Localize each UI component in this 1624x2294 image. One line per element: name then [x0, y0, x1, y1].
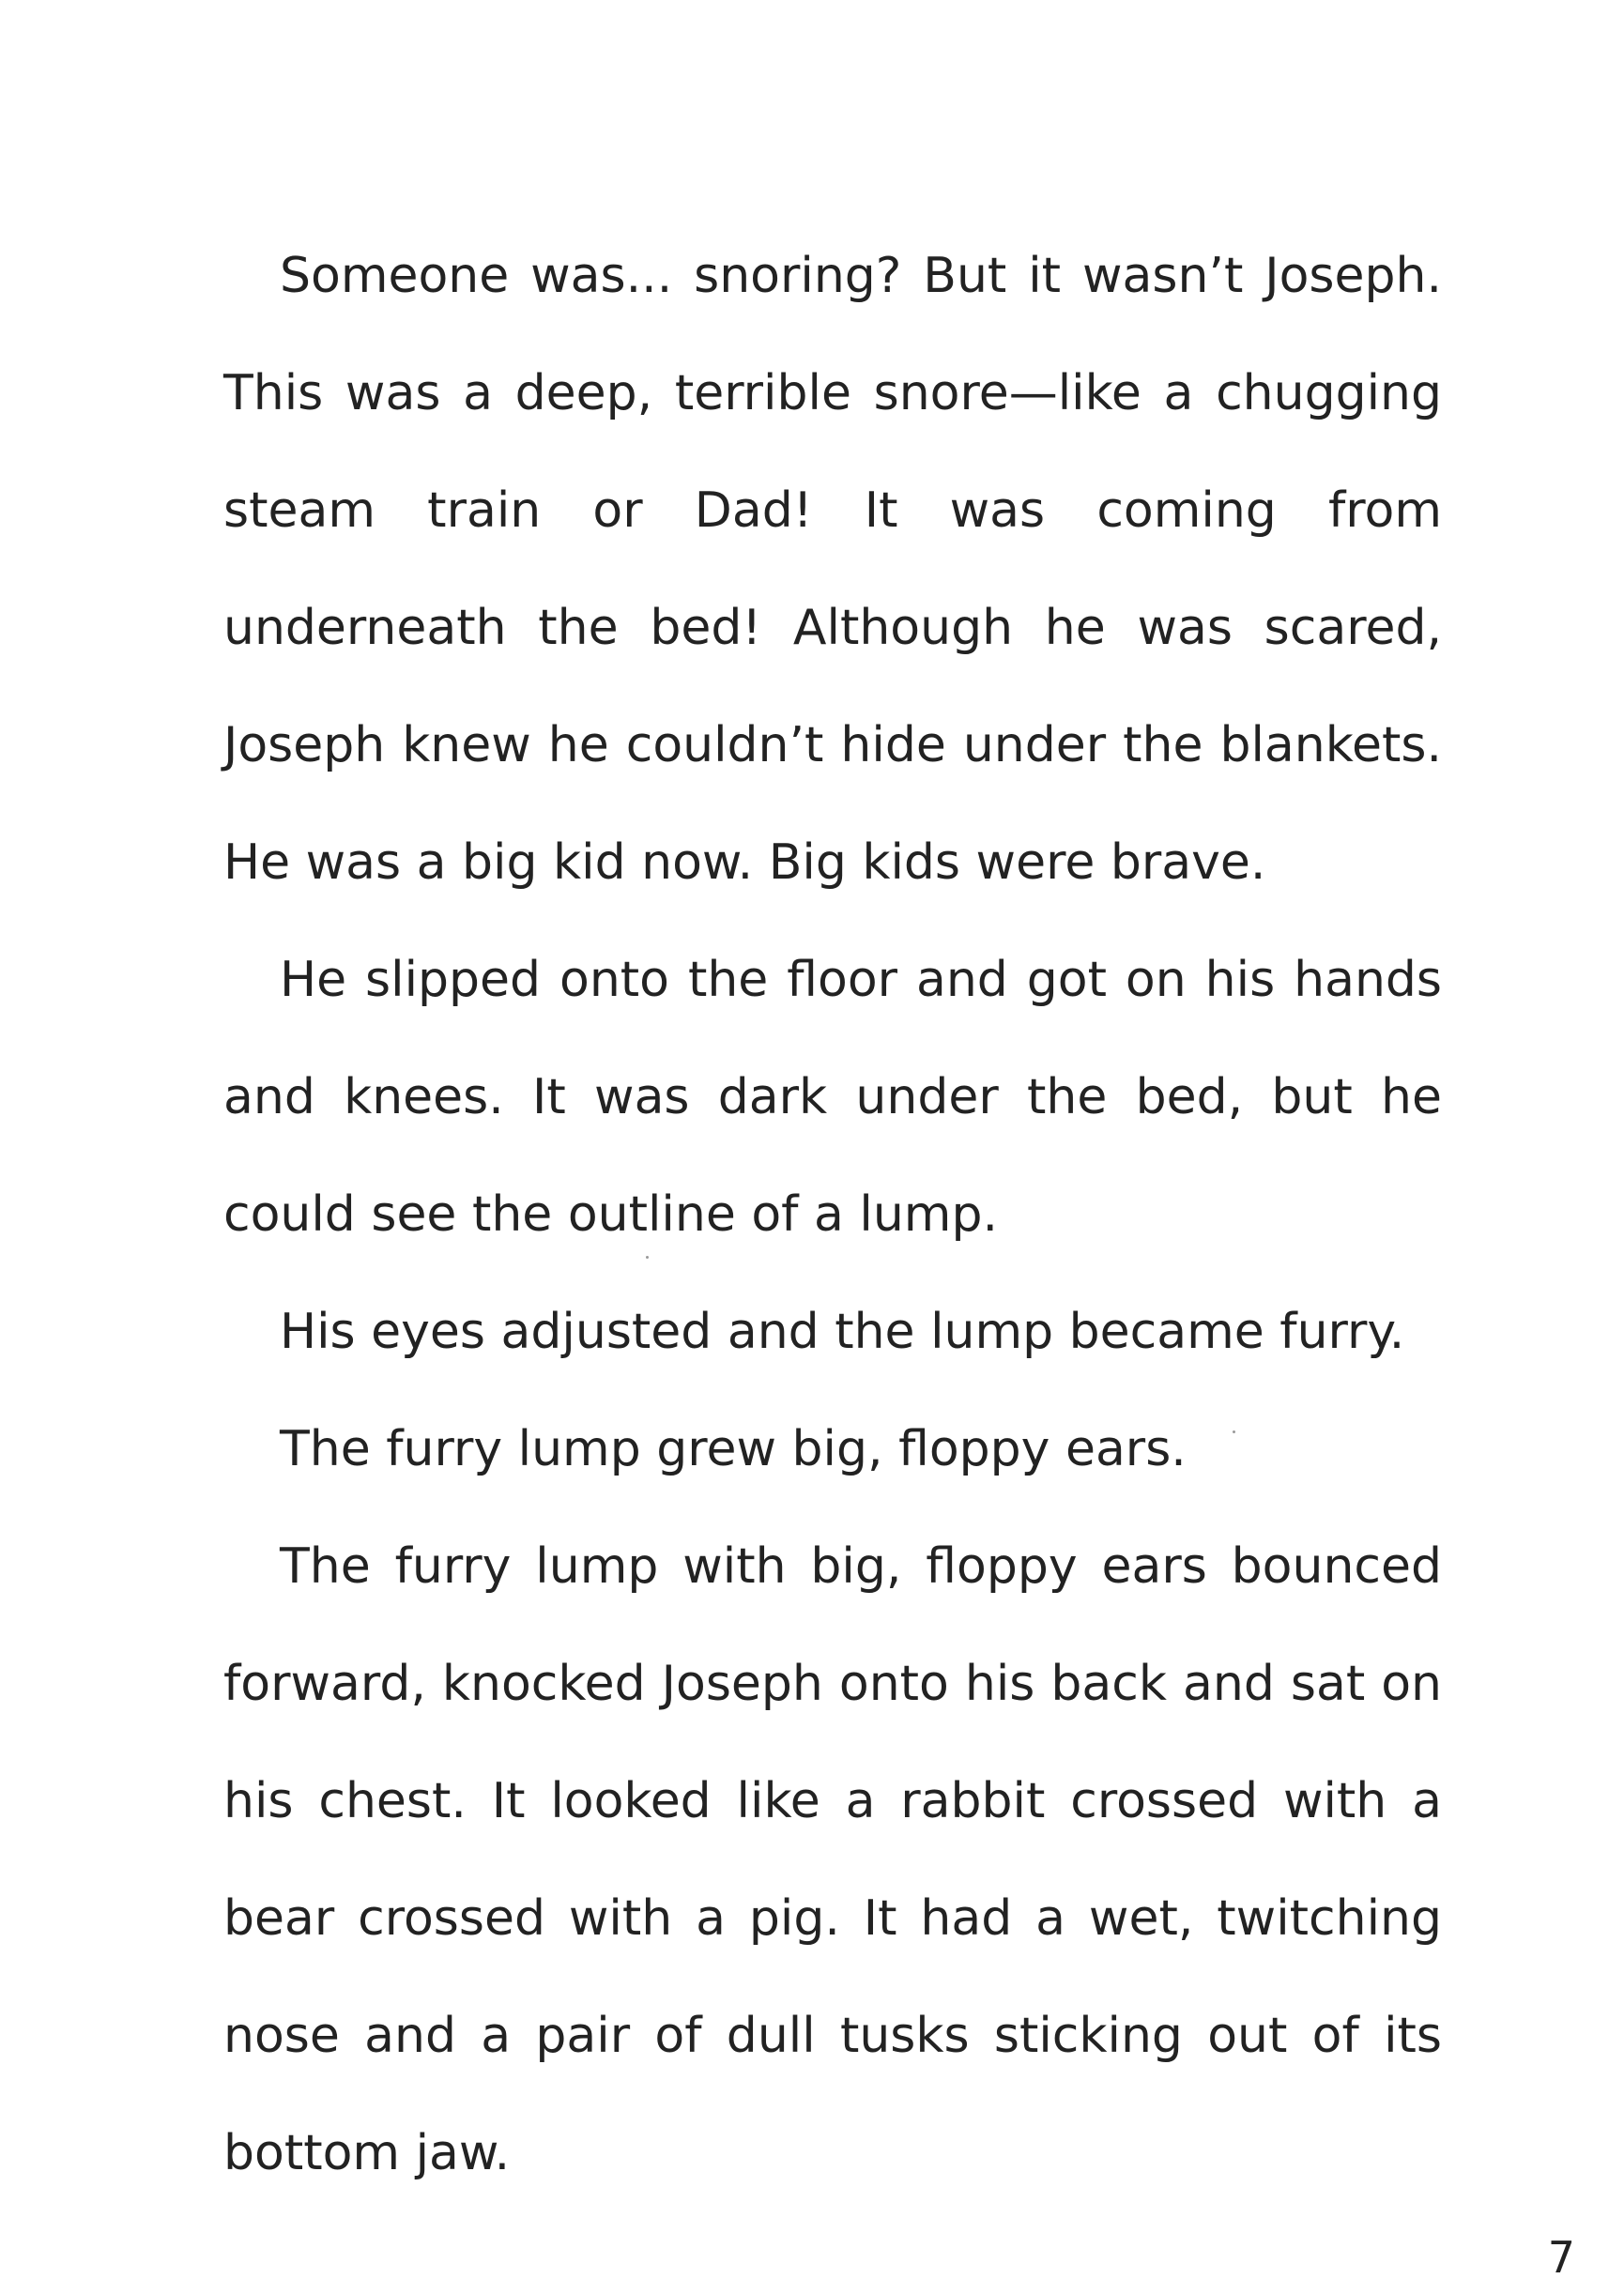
paragraph-1: Someone was... snoring? But it wasn’t Joseph. This was a deep, terrible snore—like a chugging steam train or Dad! It was coming from underneath the bed! Although he was scared, Joseph knew he couldn’t hide under the blankets. He was a big kid now. Big kids were brave.	[223, 248, 1442, 891]
paragraph-4: The furry lump grew big, floppy ears.	[280, 1421, 1187, 1477]
scan-speck	[646, 1256, 649, 1259]
story-text	[223, 218, 1442, 2212]
page-number: 7	[1547, 2232, 1575, 2283]
paragraph-2: He slipped onto the floor and got on his hands and knees. It was dark under the bed, but he could see the outline of a lump.	[223, 952, 1442, 1243]
scan-speck	[1233, 1430, 1235, 1433]
paragraph-5: The furry lump with big, floppy ears bounced forward, knocked Joseph onto his back and sat on his chest. It looked like a rabbit crossed with a bear crossed with a pig. It had a wet, twitching nose and a pair of dull tusks sticking out of its bottom jaw.	[223, 1538, 1442, 2181]
paragraph-3: His eyes adjusted and the lump became furry.	[280, 1304, 1405, 1360]
